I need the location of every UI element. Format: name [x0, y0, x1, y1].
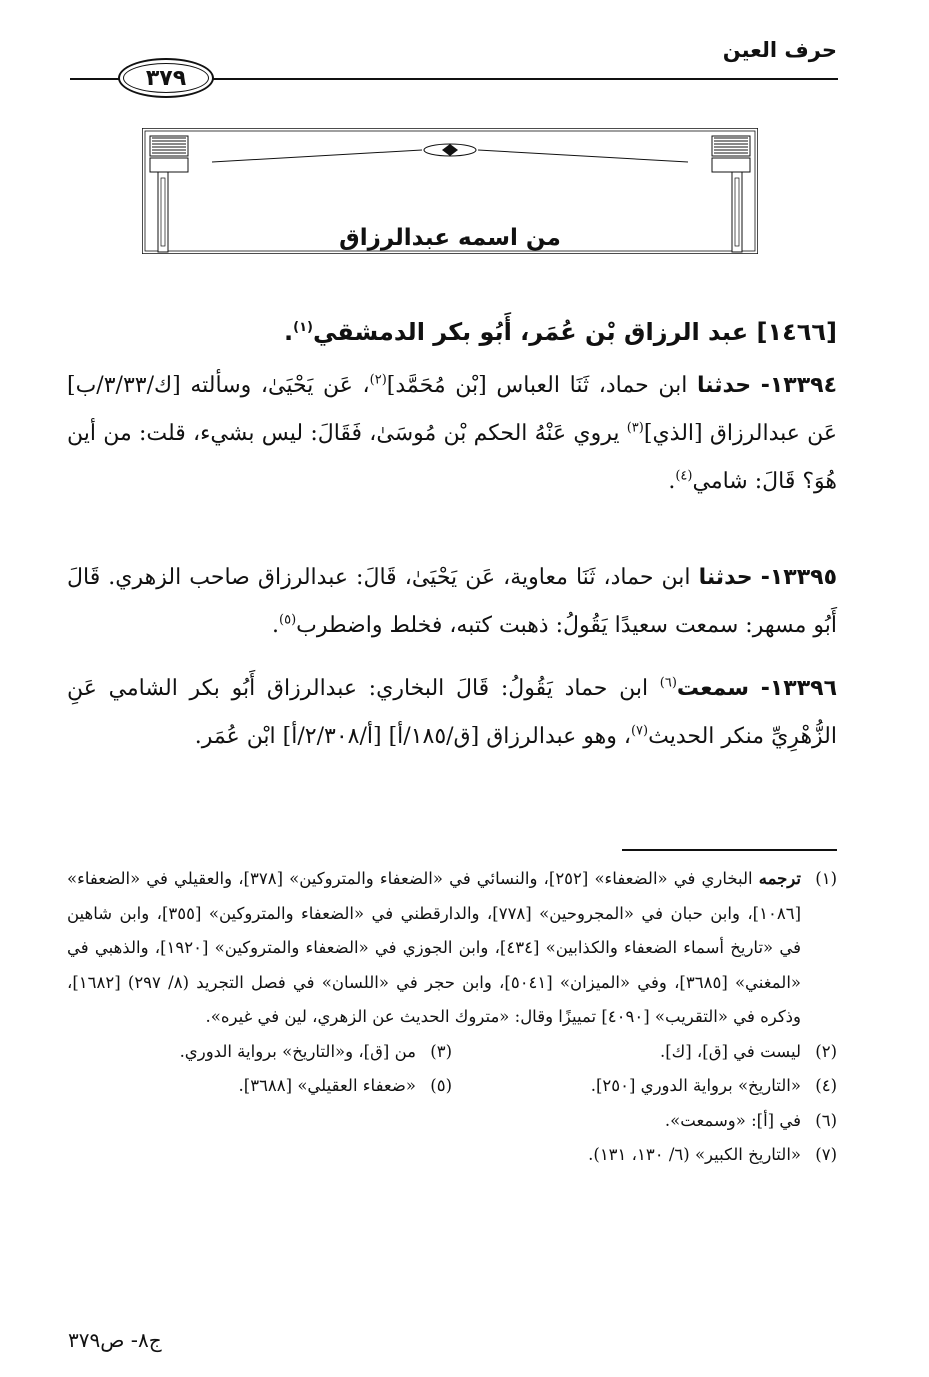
footnote-text: ليست في [ق]، [ك].: [659, 1041, 801, 1061]
narration-text: ابن حماد يَقُولُ: قَالَ البخاري: عبدالرزاق أَبُو بكر الشامي عَنِ الزُّهْرِيِّ منكر الحديث: [67, 676, 837, 749]
narration-text: .: [272, 613, 279, 638]
footnote-label: (٦): [815, 1110, 837, 1130]
footnote-4: [452, 1069, 837, 1104]
footnote-ref: (٧): [630, 723, 649, 739]
narration-key: سمعت: [676, 676, 750, 701]
footnote-7: [67, 1138, 837, 1173]
footnote-6: [67, 1104, 837, 1139]
footnote-ref: (١): [293, 320, 313, 335]
entry-heading-text: [١٤٦٦] عبد الرزاق بْن عُمَر، أَبُو بكر الدمشقي: [312, 318, 837, 346]
footnote-label: (٧): [815, 1145, 837, 1164]
footnote-text: من [ق]، و«التاريخ» برواية الدوري.: [179, 1041, 416, 1061]
narration-key: حدثنا: [698, 565, 753, 590]
narration-text: .: [668, 469, 676, 494]
footnote-pair: [67, 1069, 837, 1104]
footnote-body: [67, 862, 801, 1035]
footnote-ref: (٥): [279, 612, 297, 628]
footnote-text: في [أ]: «وسمعت».: [664, 1110, 801, 1130]
footnote-label: (١): [815, 869, 837, 888]
narration-key: حدثنا: [696, 373, 752, 398]
footnote-1: [67, 862, 837, 1035]
entry-heading: [67, 312, 837, 352]
narration-13396: [67, 665, 837, 761]
footnote-ref: (٤): [675, 468, 693, 484]
footnote-rule: [622, 849, 837, 851]
section-title: من اسمه عبدالرزاق: [339, 225, 561, 251]
narration-number: ١٣٣٩٦-: [760, 676, 837, 701]
footer-volume-page-ref: ج٨- ص٣٧٩: [68, 1328, 162, 1352]
footnote-text: «ضعفاء العقيلي» [٣٦٨٨].: [238, 1076, 416, 1095]
footnote-key: ترجمه: [758, 869, 801, 888]
footnote-ref: (٢): [369, 372, 387, 388]
narration-text: ، عَن يَحْيَىٰ، وسألته [ك/٣/٣٣/ب] عَن عبدالرزاق [الذي]: [67, 373, 837, 446]
footnote-ref: (٣): [626, 420, 644, 436]
footnote-label: (٢): [815, 1041, 837, 1061]
footnote-text: البخاري في «الضعفاء» [٢٥٢]، والنسائي في «الضعفاء والمتروكين» [٣٧٨]، والعقيلي في «الضعفاء» [١٠٨٦]، وابن حبان في «المجروحين» [٧٧٨]، والدارقطني في «الضعفاء والمتروكين» [٣٥٥]، وابن شاهين في «تاريخ أسماء الضعفاء والكذابين» [٤٣٤]، وابن الجوزي في «الضعفاء والمتروكين» [١٩٢٠]، والذهبي في «المغني» [٣٦٨٥]، وفي «الميزان» [٥٠٤١]، وابن حجر في «اللسان» في فصل التجريد (٨/ ٢٩٧) [١٦٨٢]، وذكره في «التقريب» [٤٠٩٠] تمييزًا وقال: «متروك الحديث عن الزهري، لين في غيره».: [67, 869, 802, 1026]
footnote-pair: [67, 1035, 837, 1070]
footnote-label: (٥): [430, 1076, 452, 1095]
narration-text: ابن حماد، ثَنَا العباس [بْن مُحَمَّد]: [386, 373, 688, 398]
entry-heading-end: .: [284, 318, 294, 346]
narration-13395: [67, 554, 837, 650]
footnote-label: (٤): [815, 1076, 837, 1095]
narration-text: ابن حماد، ثَنَا معاوية، عَن يَحْيَىٰ، قَالَ: عبدالرزاق صاحب الزهري. قَالَ أَبُو مسهر: سمعت سعيدًا يَقُولُ: ذهبت كتبه، فخلط واضطرب: [67, 565, 837, 638]
narration-text: ، وهو عبدالرزاق [ق/١٨٥/أ] [أ/٢/٣٠٨/أ] ابْن عُمَر.: [194, 724, 631, 749]
narration-text: يروي عَنْهُ الحكم بْن مُوسَىٰ، فَقَالَ: ليس بشيء، قلت: من أين هُوَ؟ قَالَ: شامي: [67, 421, 837, 494]
footnote-text: «التاريخ» برواية الدوري [٢٥٠].: [590, 1076, 801, 1095]
narration-number: ١٣٣٩٤-: [760, 373, 837, 398]
page-number: ٣٧٩: [118, 58, 214, 98]
footnote-text: «التاريخ الكبير» (٦/ ١٣٠، ١٣١).: [588, 1145, 801, 1164]
footnote-2: [452, 1035, 837, 1070]
footnote-label: (٣): [430, 1041, 452, 1061]
footnote-3: [67, 1035, 452, 1070]
footnotes: [67, 862, 837, 1173]
narration-number: ١٣٣٩٥-: [760, 565, 837, 590]
narration-13394: [67, 362, 837, 506]
running-title: حرف العين: [722, 38, 837, 62]
footnote-ref: (٦): [659, 675, 677, 691]
footnote-5: [67, 1069, 452, 1104]
